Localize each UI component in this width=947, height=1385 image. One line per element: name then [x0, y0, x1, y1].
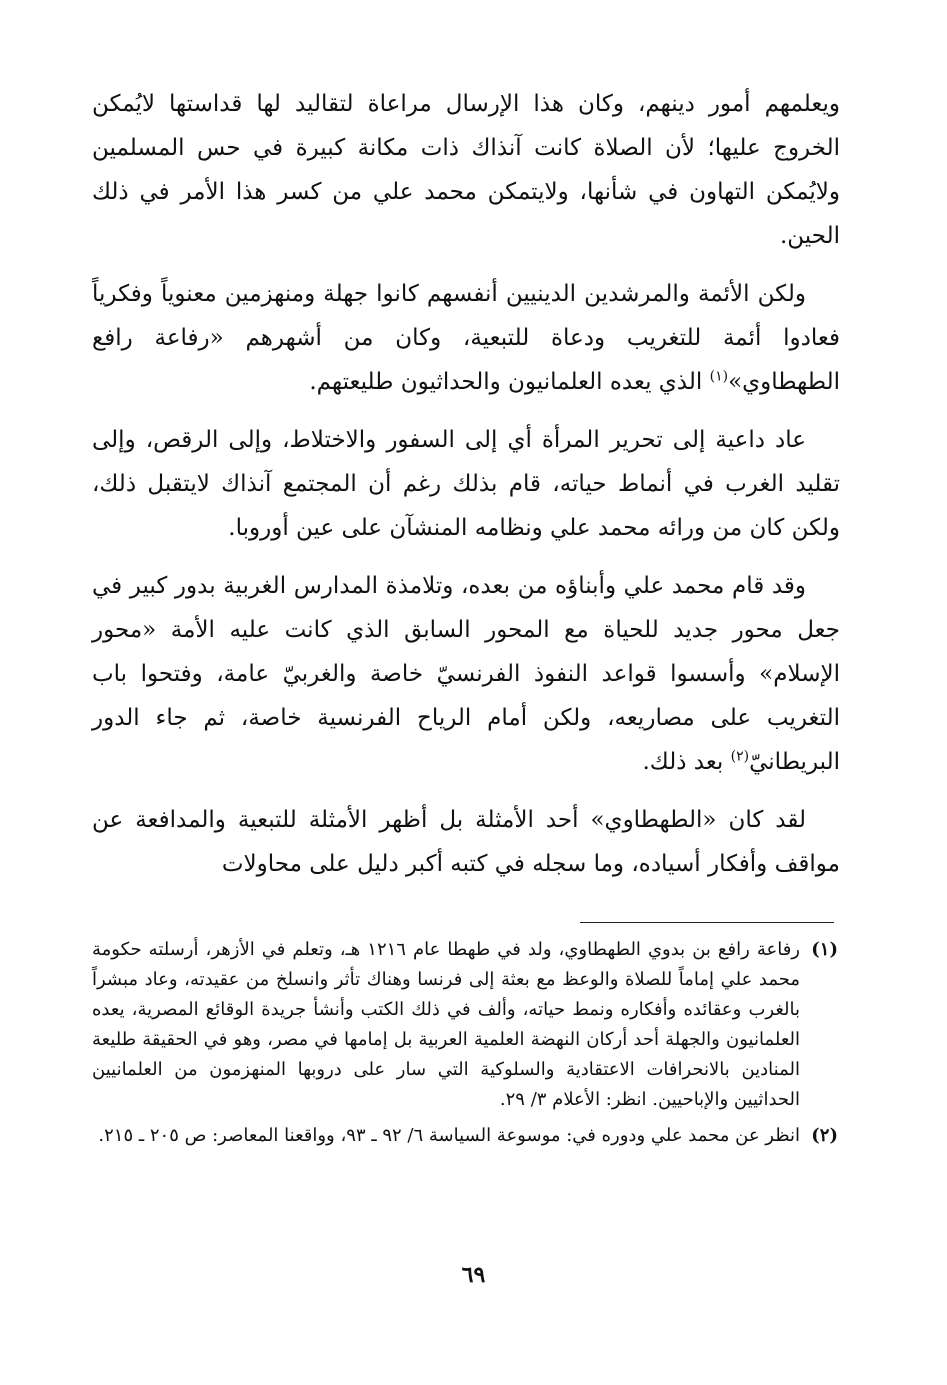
paragraph-2-text-end: الذي يعده العلمانيون والحداثيون طليعتهم.	[309, 369, 710, 395]
footnote-divider	[580, 922, 834, 923]
footnote-ref-2[interactable]: (٢)	[730, 748, 750, 765]
paragraph-5	[92, 798, 840, 886]
paragraph-2-text: ولكن الأئمة والمرشدين الدينيين أنفسهم كانوا جهلة ومنهزمين معنوياً وفكرياً فعادوا أئمة للتغريب ودعاة للتبعية، وكان من أشهرهم «رفاعة رافع الطهطاوي»	[92, 281, 840, 395]
paragraph-1-text: ويعلمهم أمور دينهم، وكان هذا الإرسال مراعاة لتقاليد لها قداستها لايُمكن الخروج عليها؛ لأن الصلاة كانت آنذاك ذات مكانة كبيرة في حس المسلمين ولايُمكن التهاون في شأنها، ولايتمكن محمد علي من كسر هذا الأمر في ذلك الحين.	[92, 91, 840, 249]
footnotes	[92, 935, 838, 1157]
footnote-1-number: (١)	[811, 939, 838, 960]
paragraph-3	[92, 418, 840, 550]
paragraph-4	[92, 564, 840, 784]
paragraph-1	[92, 82, 840, 258]
footnote-1-text: رفاعة رافع بن بدوي الطهطاوي، ولد في طهطا عام ١٢١٦ هـ، وتعلم في الأزهر، أرسلته حكومة محمد علي إماماً للصلاة والوعظ مع بعثة إلى فرنسا وهناك تأثر وانسلخ من عقيدته، وعاد مبشراً بالغرب وعقائده وأفكاره ونمط حياته، وألف في ذلك الكتب وأنشأ جريدة الوقائع المصرية، يعده العلمانيون والجهلة أحد أركان النهضة العلمية العربية بل إمامها في مصر، وهو في الحقيقة طليعة المنادين بالانحرافات الاعتقادية والسلوكية التي سار على دروبها المنهزمون من العلمانيين الحداثيين والإباحيين. انظر: الأعلام ٣/ ٢٩.	[92, 939, 800, 1110]
main-text	[92, 82, 840, 900]
footnote-2-number: (٢)	[811, 1125, 838, 1146]
footnote-2-text: انظر عن محمد علي ودوره في: موسوعة السياسة ٦/ ٩٢ ـ ٩٣، وواقعنا المعاصر: ص ٢٠٥ ـ ٢١٥.	[98, 1125, 800, 1146]
page-number: ٦٩	[461, 1262, 486, 1288]
footnote-1	[92, 935, 838, 1115]
paragraph-2	[92, 272, 840, 404]
paragraph-4-text: وقد قام محمد علي وأبناؤه من بعده، وتلامذة المدارس الغربية بدور كبير في جعل محور جديد للحياة مع المحور السابق الذي كانت عليه الأمة «محور الإسلام» وأسسوا قواعد النفوذ الفرنسيّ خاصة والغربيّ عامة، وفتحوا باب التغريب على مصاريعه، ولكن أمام الرياح الفرنسية خاصة، ثم جاء الدور البريطانيّ	[92, 573, 840, 775]
paragraph-4-text-end: بعد ذلك.	[642, 749, 731, 775]
footnote-2	[92, 1121, 838, 1151]
paragraph-5-text: لقد كان «الطهطاوي» أحد الأمثلة بل أظهر الأمثلة للتبعية والمدافعة عن مواقف وأفكار أسياده، وما سجله في كتبه أكبر دليل على محاولات	[92, 807, 840, 877]
paragraph-3-text: عاد داعية إلى تحرير المرأة أي إلى السفور والاختلاط، وإلى الرقص، وإلى تقليد الغرب في أنماط حياته، قام بذلك رغم أن المجتمع آنذاك لايتقبل ذلك، ولكن كان من ورائه محمد علي ونظامه المنشآن على عين أوروبا.	[92, 427, 840, 541]
footnote-ref-1[interactable]: (١)	[709, 368, 729, 385]
